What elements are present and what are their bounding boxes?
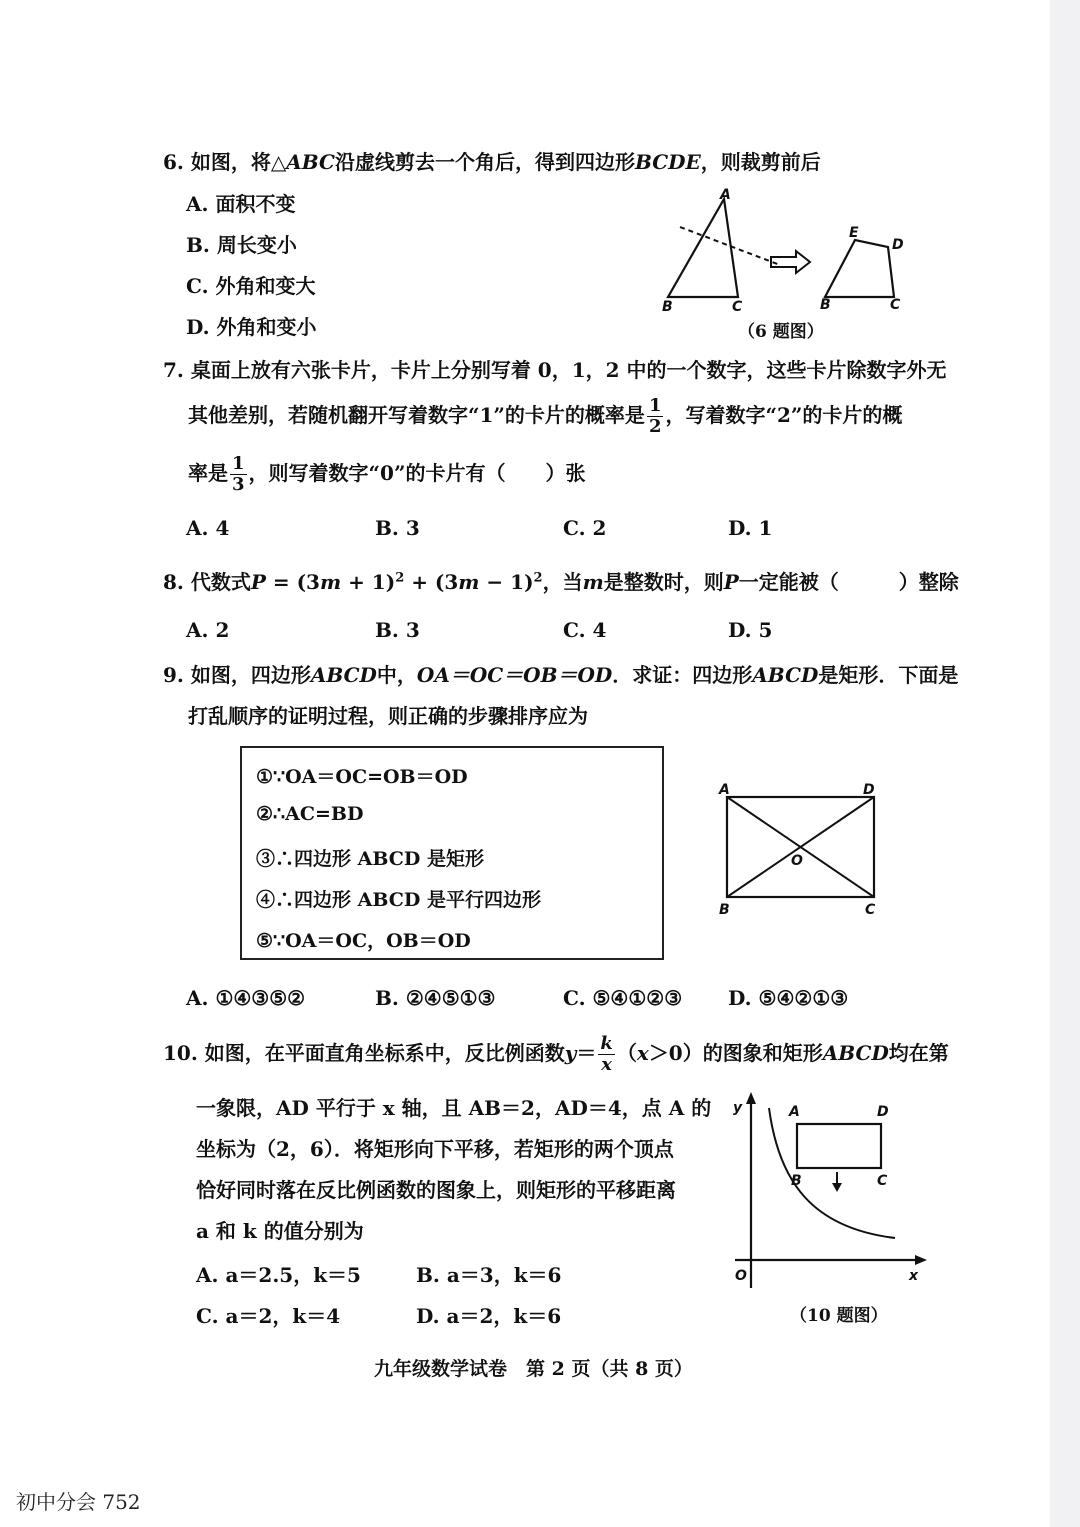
q9-figure [705, 775, 905, 925]
q6-label-a: A [720, 187, 731, 203]
q6-triangle-name: ABC [286, 150, 335, 174]
q10-text: 均在第 [888, 1041, 949, 1065]
q7-option-c[interactable]: C. 2 [563, 516, 607, 540]
proof-step-4: ④∴四边形 ABCD 是平行四边形 [256, 889, 541, 911]
q10-text: （ [616, 1041, 637, 1065]
page-edge [1050, 0, 1080, 1527]
q7-option-d[interactable]: D. 1 [728, 516, 773, 540]
q6-stem-part: 6. 如图，将△ [163, 150, 287, 174]
q9-line2: 打乱顺序的证明过程，则正确的步骤排序应为 [188, 704, 588, 728]
q7-line2 [188, 396, 902, 437]
q8-var: P [723, 570, 739, 594]
q6-label-d: D [892, 237, 904, 253]
q10-label-a: A [789, 1104, 800, 1120]
q8-text: − 1) [479, 570, 534, 594]
q9-line1 [163, 659, 958, 688]
q10-line2: 一象限，AD 平行于 x 轴，且 AB＝2，AD＝4，点 A 的 [196, 1096, 712, 1120]
q8-exponent: 2 [533, 570, 543, 586]
q10-option-d[interactable]: D. a＝2，k＝6 [416, 1304, 562, 1328]
fraction-denominator: 2 [648, 416, 662, 437]
q8-option-c[interactable]: C. 4 [563, 618, 607, 642]
q10-label-b: B [791, 1173, 802, 1189]
q6-option-a[interactable]: A. 面积不变 [186, 192, 296, 216]
q7-fraction-third [230, 454, 247, 495]
q10-line3: 坐标为（2，6）．将矩形向下平移，若矩形的两个顶点 [196, 1137, 674, 1161]
fraction-numerator: 1 [232, 453, 245, 474]
q10-label-d: D [877, 1104, 889, 1120]
q8-var: m [582, 570, 604, 594]
q7-text: ，则写着数字“0”的卡片有（ ）张 [248, 461, 586, 485]
q9-var: ABCD [752, 663, 819, 687]
q8-var: m [319, 570, 342, 594]
q7-text: 率是 [188, 461, 228, 485]
q8-var: m [458, 570, 480, 594]
fraction-denominator: x [601, 1054, 612, 1075]
q6-option-c[interactable]: C. 外角和变大 [186, 274, 316, 298]
q10-line4: 恰好同时落在反比例函数的图象上，则矩形的平移距离 [196, 1178, 676, 1202]
q8-text: + (3 [404, 570, 459, 594]
q10-option-a[interactable]: A. a＝2.5，k＝5 [196, 1263, 361, 1287]
q8-text: ，当 [542, 570, 583, 594]
q8-text: 是整数时，则 [603, 570, 724, 594]
q8-option-b[interactable]: B. 3 [375, 618, 420, 642]
q6-option-d[interactable]: D. 外角和变小 [186, 315, 317, 339]
q9-option-d[interactable]: D. ⑤④②①③ [728, 986, 849, 1010]
fraction-numerator: k [600, 1033, 613, 1054]
q9-text: 9. 如图，四边形 [163, 663, 311, 687]
q8-option-a[interactable]: A. 2 [186, 618, 230, 642]
q6-label-b: B [662, 299, 673, 315]
q9-option-b[interactable]: B. ②④⑤①③ [375, 986, 496, 1010]
q8-option-d[interactable]: D. 5 [728, 618, 773, 642]
q8-exponent: 2 [395, 570, 405, 586]
arrow-down-icon [832, 1183, 842, 1192]
proof-step-1: ①∵OA＝OC=OB＝OD [256, 766, 468, 788]
q9-label-d: D [863, 782, 875, 798]
q10-label-x: x [909, 1268, 919, 1284]
q6-stem-part: ，则裁剪前后 [700, 150, 821, 174]
q6-label-c: C [732, 299, 743, 315]
q9-text: 是矩形．下面是 [818, 663, 959, 687]
page-footer: 九年级数学试卷 第 2 页（共 8 页） [374, 1358, 693, 1380]
fraction-denominator: 3 [232, 474, 245, 495]
q9-proof-box [240, 746, 664, 960]
q7-text: ，写着数字“2”的卡片的概 [665, 403, 903, 427]
fraction-numerator: 1 [648, 395, 662, 416]
arrow-right-icon [771, 251, 810, 273]
q8-text: 一定能被（ ）整除 [738, 570, 959, 594]
q6-label-c2: C [890, 297, 901, 313]
q6-stem-part: 沿虚线剪去一个角后，得到四边形 [334, 150, 635, 174]
q7-text: 其他差别，若随机翻开写着数字“1”的卡片的概率是 [188, 403, 645, 427]
proof-step-5: ⑤∵OA＝OC，OB＝OD [256, 930, 471, 952]
q9-label-o: O [791, 853, 803, 869]
q6-option-b[interactable]: B. 周长变小 [186, 233, 297, 257]
q10-label-y: y [733, 1100, 743, 1116]
q10-figure [725, 1088, 930, 1293]
proof-step-2: ②∴AC=BD [256, 803, 364, 825]
q10-line5: a 和 k 的值分别为 [196, 1219, 364, 1243]
q9-text: ．求证：四边形 [612, 663, 753, 687]
q7-option-b[interactable]: B. 3 [375, 516, 420, 540]
q8-text: + 1) [341, 570, 396, 594]
q10-rectangle [797, 1124, 881, 1168]
q10-caption: （10 题图） [790, 1306, 888, 1326]
y-axis-arrow-icon [746, 1092, 756, 1104]
q7-line1: 7. 桌面上放有六张卡片，卡片上分别写着 0，1，2 中的一个数字，这些卡片除数字外无 [163, 358, 947, 382]
q6-label-e: E [849, 225, 859, 241]
watermark-text: 初中分会 752 [16, 1490, 141, 1514]
q6-quad-name: BCDE [634, 150, 701, 174]
q6-triangle [668, 199, 738, 297]
x-axis-arrow-icon [915, 1255, 927, 1265]
q9-option-c[interactable]: C. ⑤④①②③ [563, 986, 683, 1010]
q6-stem [163, 146, 821, 175]
proof-step-3: ③∴四边形 ABCD 是矩形 [256, 848, 484, 870]
q7-fraction-half [647, 396, 664, 437]
q10-option-b[interactable]: B. a＝3，k＝6 [416, 1263, 562, 1287]
q9-text: 中， [376, 663, 417, 687]
q8-var: P [250, 570, 266, 594]
q10-text: ＝ [576, 1041, 597, 1065]
q10-var: y [564, 1041, 577, 1065]
q9-label-b: B [719, 902, 730, 918]
q8-text: 8. 代数式 [163, 570, 251, 594]
q9-var: OA＝OC＝OB＝OD [416, 663, 613, 687]
q8-stem [163, 566, 959, 595]
q7-option-a[interactable]: A. 4 [186, 516, 230, 540]
q9-label-a: A [719, 782, 730, 798]
q10-text: ＞0）的图象和矩形 [648, 1041, 823, 1065]
q7-line3 [188, 454, 585, 495]
q9-option-a[interactable]: A. ①④③⑤② [186, 986, 306, 1010]
q9-var: ABCD [310, 663, 377, 687]
q10-var: x [636, 1041, 649, 1065]
q10-label-c: C [877, 1173, 888, 1189]
q10-option-c[interactable]: C. a＝2，k＝4 [196, 1304, 341, 1328]
q10-text: 10. 如图，在平面直角坐标系中，反比例函数 [163, 1041, 565, 1065]
q10-line1 [163, 1034, 949, 1075]
q10-var: ABCD [822, 1041, 889, 1065]
q9-label-c: C [865, 902, 876, 918]
q8-text: = (3 [265, 570, 320, 594]
q6-caption: （6 题图） [738, 322, 824, 342]
q10-label-o: O [735, 1268, 747, 1284]
q6-quadrilateral [825, 240, 894, 297]
q6-label-b2: B [820, 297, 831, 313]
q10-fraction-k-over-x [598, 1034, 614, 1075]
